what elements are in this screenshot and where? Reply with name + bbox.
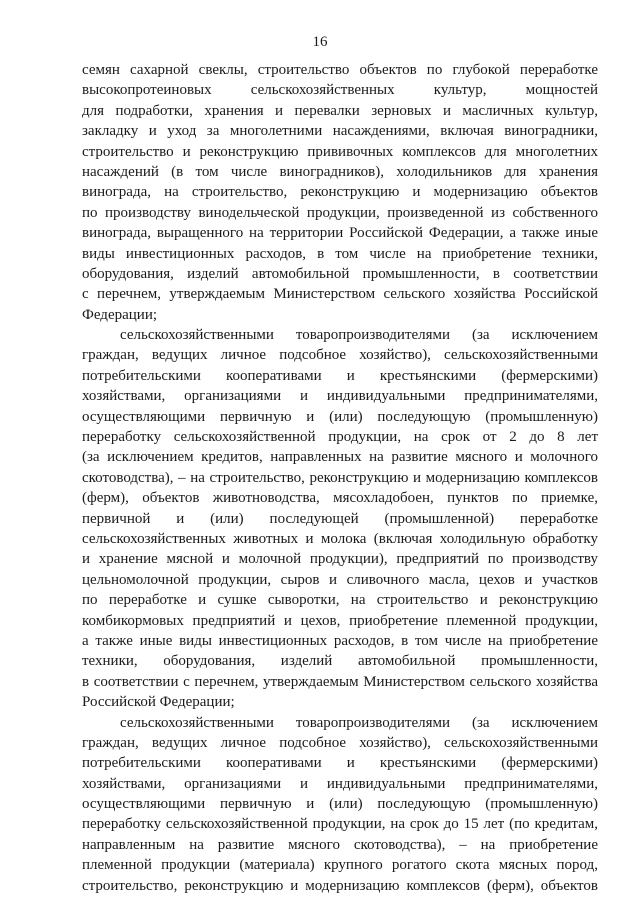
text-line: по производству винодельческой продукции, произведенной из собственного bbox=[82, 204, 598, 221]
text-line: строительство, реконструкцию и модернизацию комплексов (ферм), объектов bbox=[82, 877, 598, 894]
text-line: по переработке и сушке сыворотки, на строительство и реконструкцию bbox=[82, 592, 598, 609]
text-line: и хранение мясной и молочной продукции), предприятий по производству bbox=[82, 551, 598, 568]
text-line: скотоводства), – на строительство, реконструкцию и модернизацию комплексов bbox=[82, 469, 598, 486]
text-line: строительство и реконструкцию прививочных комплексов для многолетних bbox=[82, 143, 598, 160]
text-line: Российской Федерации; bbox=[82, 694, 235, 711]
text-line: винограда, выращенного на территории Российской Федерации, а также иные bbox=[82, 225, 598, 242]
text-line: осуществляющими первичную и (или) последующую (промышленную) bbox=[82, 796, 598, 813]
text-line: граждан, ведущих личное подсобное хозяйство), сельскохозяйственными bbox=[82, 734, 598, 751]
text-line: винограда, на строительство, реконструкцию и модернизацию объектов bbox=[82, 184, 598, 201]
text-line: оборудования, изделий автомобильной промышленности, в соответствии bbox=[82, 265, 598, 282]
text-line: с перечнем, утверждаемым Министерством сельского хозяйства Российской bbox=[82, 286, 598, 303]
text-line: потребительскими кооперативами и крестьянскими (фермерскими) bbox=[82, 755, 598, 772]
text-line: (ферм), объектов животноводства, мясохладобоен, пунктов по приемке, bbox=[82, 490, 598, 507]
text-line: цельномолочной продукции, сыров и сливочного масла, цехов и участков bbox=[82, 571, 598, 588]
page-number: 16 bbox=[312, 34, 328, 50]
text-line: хозяйствами, организациями и индивидуальными предпринимателями, bbox=[82, 775, 598, 792]
text-line: а также иные виды инвестиционных расходов, в том числе на приобретение bbox=[82, 632, 598, 649]
text-line: высокопротеиновых сельскохозяйственных культур, мощностей bbox=[82, 82, 598, 99]
text-line: Федерации; bbox=[82, 306, 158, 323]
text-line: техники, оборудования, изделий автомобильной промышленности, bbox=[82, 653, 598, 670]
text-line: переработку сельскохозяйственной продукции, на срок от 2 до 8 лет bbox=[82, 429, 598, 446]
text-line: сельскохозяйственными товаропроизводителями (за исключением bbox=[120, 714, 598, 731]
text-line: в соответствии с перечнем, утверждаемым Министерством сельского хозяйства bbox=[82, 673, 598, 690]
text-line: переработку сельскохозяйственной продукции, на срок до 15 лет (по кредитам, bbox=[82, 816, 598, 833]
text-line: первичной и (или) последующей (промышленной) переработке bbox=[82, 510, 598, 527]
text-line: для подработки, хранения и перевалки зерновых и масличных культур, bbox=[82, 102, 598, 119]
text-line: (за исключением кредитов, направленных на развитие мясного и молочного bbox=[82, 449, 598, 466]
text-line: граждан, ведущих личное подсобное хозяйство), сельскохозяйственными bbox=[82, 347, 598, 364]
text-line: комбикормовых предприятий и цехов, приобретение племенной продукции, bbox=[82, 612, 598, 629]
text-line: закладку и уход за многолетними насаждениями, включая виноградники, bbox=[82, 123, 598, 140]
text-line: потребительскими кооперативами и крестьянскими (фермерскими) bbox=[82, 367, 598, 384]
text-line: племенной продукции (материала) крупного рогатого скота мясных пород, bbox=[82, 857, 598, 874]
document-body bbox=[82, 60, 598, 896]
text-line: направленным на развитие мясного скотоводства), – на приобретение bbox=[82, 836, 598, 853]
text-line: хозяйствами, организациями и индивидуальными предпринимателями, bbox=[82, 388, 598, 405]
text-line: семян сахарной свеклы, строительство объектов по глубокой переработке bbox=[82, 62, 598, 78]
text-line: виды инвестиционных расходов, в том числе на приобретение техники, bbox=[82, 245, 598, 262]
text-line: насаждений (в том числе виноградников), холодильников для хранения bbox=[82, 163, 598, 180]
text-line: сельскохозяйственных животных и молока (включая холодильную обработку bbox=[82, 530, 598, 547]
text-line: сельскохозяйственными товаропроизводителями (за исключением bbox=[120, 327, 598, 344]
text-line: осуществляющими первичную и (или) последующую (промышленную) bbox=[82, 408, 598, 425]
